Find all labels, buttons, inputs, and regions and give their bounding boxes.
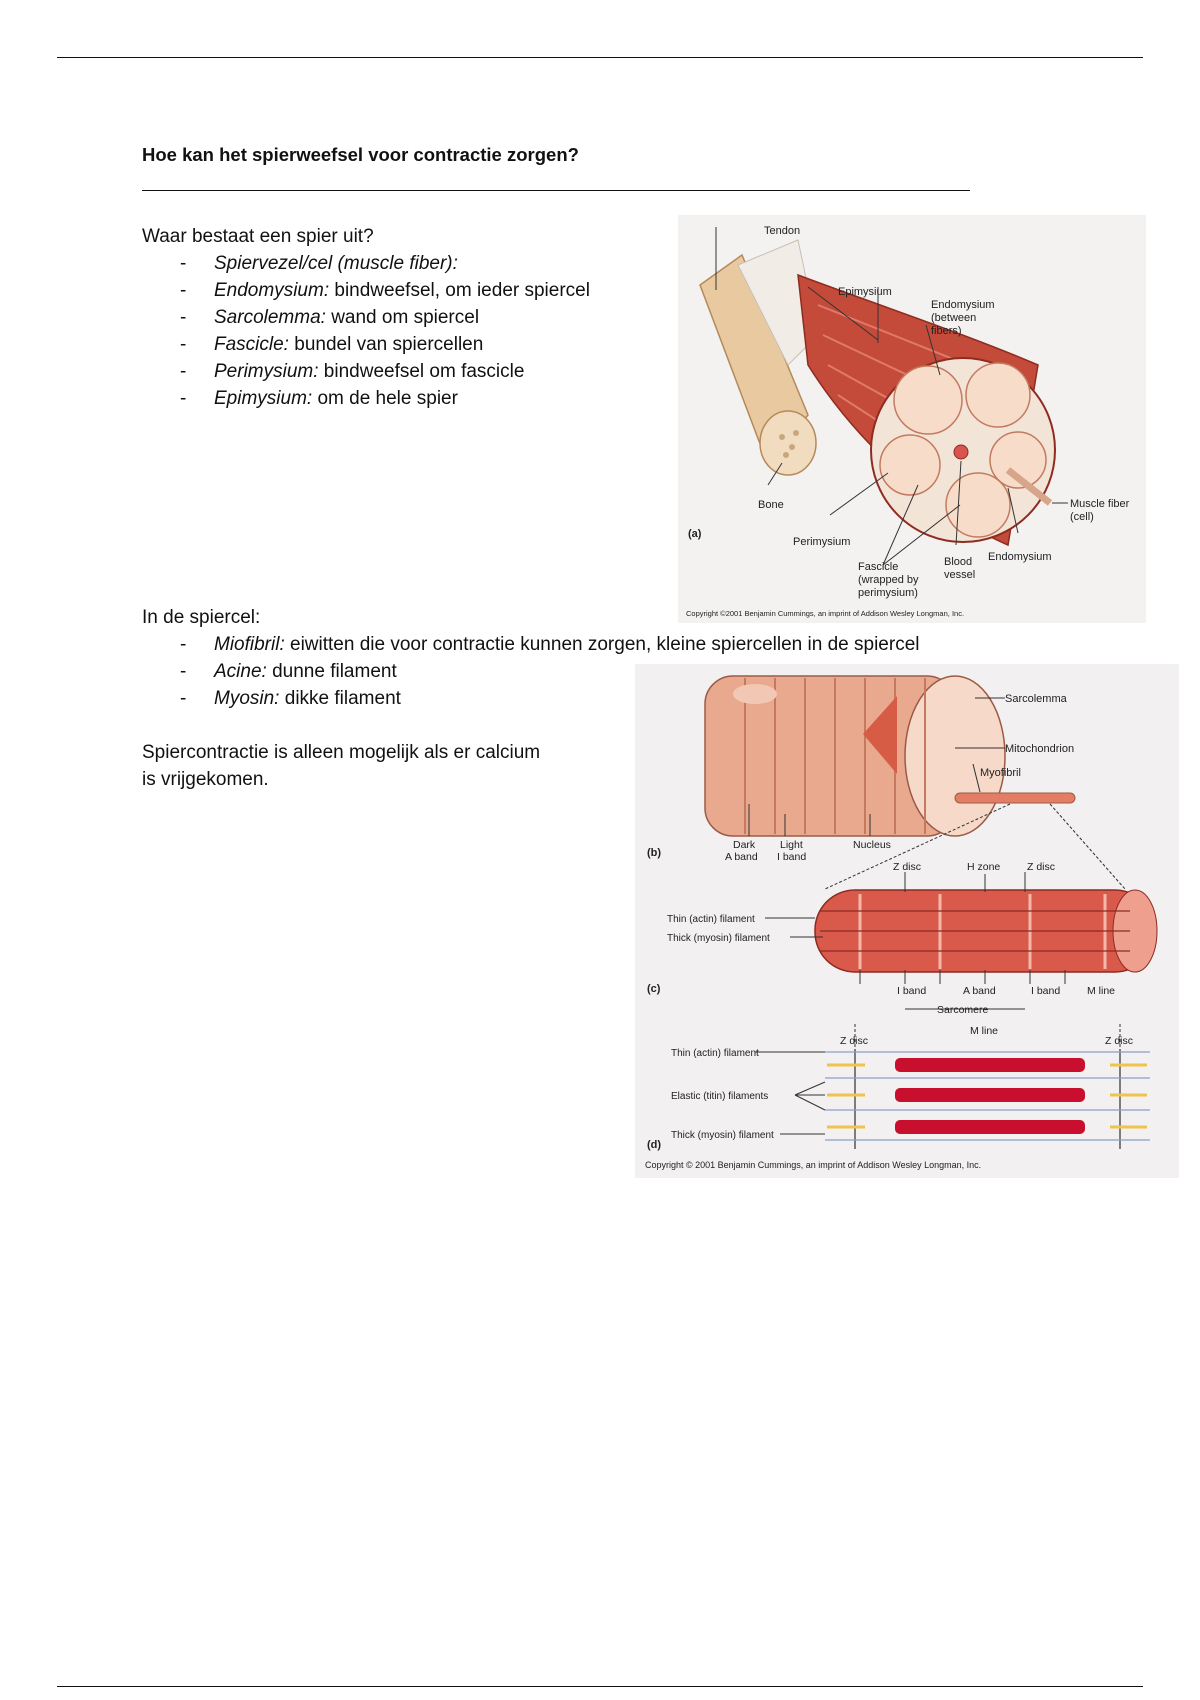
label-fascicle: (wrapped by xyxy=(858,574,919,586)
list-item: - Spiervezel/cel (muscle fiber): xyxy=(180,253,458,274)
label-h-zone: H zone xyxy=(967,861,1001,873)
label-dark-band: Dark xyxy=(733,839,756,851)
description: eiwitten die voor contractie kunnen zorgen, kleine spiercellen in de spiercel xyxy=(284,634,920,655)
label-endomysium: (between xyxy=(931,312,977,324)
term: Epimysium: xyxy=(214,388,313,409)
label-muscle-fiber: Muscle fiber xyxy=(1070,498,1130,510)
list-item: - Fascicle: bundel van spiercellen xyxy=(180,334,484,355)
label-a-band: A band xyxy=(963,985,996,997)
label-z-disc: Z disc xyxy=(840,1035,869,1047)
myofibril xyxy=(955,793,1075,803)
description: dikke filament xyxy=(279,688,401,709)
label-thick-filament: Thick (myosin) filament xyxy=(671,1130,774,1141)
figure-copyright: Copyright ©2001 Benjamin Cummings, an imprint of Addison Wesley Longman, Inc. xyxy=(686,609,965,618)
label-m-line: M line xyxy=(1087,985,1116,997)
label-i-band: I band xyxy=(1031,985,1061,997)
label-mitochondrion: Mitochondrion xyxy=(1005,743,1075,755)
description: wand om spiercel xyxy=(325,307,480,328)
sarcomere-figure xyxy=(635,664,1179,1178)
label-thick-filament: Thick (myosin) filament xyxy=(667,933,770,944)
label-sarcomere: Sarcomere xyxy=(937,1004,989,1016)
myofibril-section xyxy=(815,890,1157,972)
label-fascicle: Fascicle xyxy=(858,561,899,573)
label-i-band: I band xyxy=(897,985,927,997)
label-endomysium: fibers) xyxy=(931,325,962,337)
list-item: - Acine: dunne filament xyxy=(180,661,397,682)
label-nucleus: Nucleus xyxy=(853,839,891,851)
list-item: - Perimysium: bindweefsel om fascicle xyxy=(180,361,525,382)
label-z-disc: Z disc xyxy=(1105,1035,1134,1047)
term: Fascicle: xyxy=(214,334,289,355)
label-fascicle: perimysium) xyxy=(858,587,918,599)
figure-copyright: Copyright © 2001 Benjamin Cummings, an imprint of Addison Wesley Longman, Inc. xyxy=(645,1160,982,1170)
label-tendon: Tendon xyxy=(764,225,801,237)
term: Sarcolemma: xyxy=(214,307,326,328)
label-blood-vessel: vessel xyxy=(944,569,976,581)
muscle-structure-figure xyxy=(678,215,1146,623)
panel-label: (c) xyxy=(647,983,661,995)
section-title: Waar bestaat een spier uit? xyxy=(142,226,374,247)
list-item: - Myosin: dikke filament xyxy=(180,688,401,709)
term: Miofibril: xyxy=(214,634,285,655)
list-item: - Endomysium: bindweefsel, om ieder spiercel xyxy=(180,280,590,301)
list-item: - Sarcolemma: wand om spiercel xyxy=(180,307,480,328)
term: Perimysium: xyxy=(214,361,319,382)
fascicle-circle xyxy=(880,435,940,495)
blood-vessel xyxy=(954,445,968,459)
page-title: Hoe kan het spierweefsel voor contractie zorgen? xyxy=(142,144,579,165)
label-thin-filament: Thin (actin) filament xyxy=(667,914,755,925)
bottom-rule xyxy=(57,1686,1143,1687)
label-blood-vessel: Blood xyxy=(944,556,973,568)
label-bone: Bone xyxy=(758,499,784,511)
label-muscle-fiber: (cell) xyxy=(1070,511,1094,523)
label-dark-band: A band xyxy=(725,851,758,863)
fascicle-circle xyxy=(894,366,962,434)
nucleus xyxy=(733,684,777,704)
description: bindweefsel om fascicle xyxy=(318,361,525,382)
term: Endomysium: xyxy=(214,280,330,301)
description: bundel van spiercellen xyxy=(288,334,484,355)
panel-label: (a) xyxy=(688,528,702,540)
term: Acine: xyxy=(214,661,267,682)
label-elastic-filaments: Elastic (titin) filaments xyxy=(671,1091,769,1102)
label-light-band: I band xyxy=(777,851,807,863)
fascicle-circle xyxy=(966,363,1030,427)
paragraph-line: is vrijgekomen. xyxy=(142,769,269,790)
section-muscle-composition xyxy=(142,223,590,412)
composition-list xyxy=(142,250,590,412)
label-perimysium: Perimysium xyxy=(793,536,851,548)
label-endomysium: Endomysium xyxy=(988,551,1052,563)
panel-label: (d) xyxy=(647,1139,662,1151)
list-item: - Miofibril: eiwitten die voor contractie kunnen zorgen, kleine spiercellen in de spiercel xyxy=(180,634,920,655)
top-rule xyxy=(57,57,1143,58)
label-endomysium: Endomysium xyxy=(931,299,995,311)
label-m-line: M line xyxy=(970,1025,999,1037)
description: dunne filament xyxy=(266,661,397,682)
title-underline xyxy=(142,190,970,191)
label-epimysium: Epimysium xyxy=(838,286,892,298)
label-z-disc: Z disc xyxy=(1027,861,1056,873)
label-z-disc: Z disc xyxy=(893,861,922,873)
term: Spiervezel/cel (muscle fiber): xyxy=(214,253,458,274)
paragraph-line: Spiercontractie is alleen mogelijk als er calcium xyxy=(142,742,541,763)
label-sarcolemma: Sarcolemma xyxy=(1005,693,1067,705)
description: om de hele spier xyxy=(312,388,458,409)
label-myofibril: Myofibril xyxy=(980,767,1021,779)
bone-cross-section xyxy=(760,411,816,475)
term: Myosin: xyxy=(214,688,280,709)
calcium-paragraph xyxy=(142,739,540,793)
label-light-band: Light xyxy=(780,839,803,851)
section-title: In de spiercel: xyxy=(142,607,261,628)
list-item: - Epimysium: om de hele spier xyxy=(180,388,458,409)
panel-label: (b) xyxy=(647,847,662,859)
label-thin-filament: Thin (actin) filament xyxy=(671,1048,759,1059)
description: bindweefsel, om ieder spiercel xyxy=(329,280,590,301)
